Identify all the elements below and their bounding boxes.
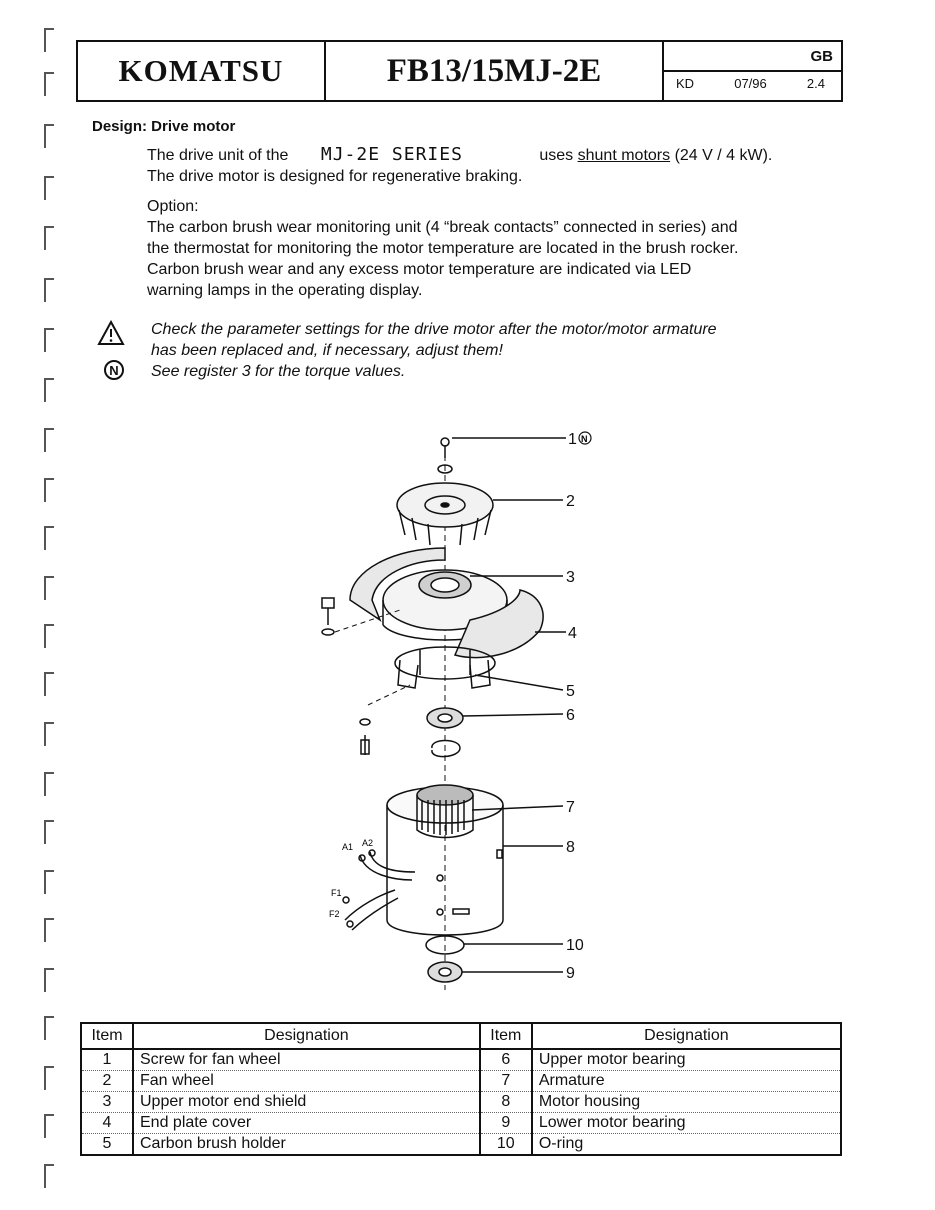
warning-line-1: Check the parameter settings for the drive motor after the motor/motor armature bbox=[151, 321, 717, 338]
lower-motor-bearing bbox=[428, 962, 462, 982]
callout-4: 4 bbox=[568, 625, 577, 642]
callout-9: 9 bbox=[566, 965, 575, 982]
designation-cell: Upper motor bearing bbox=[532, 1049, 841, 1071]
column-header-designation: Designation bbox=[133, 1023, 480, 1049]
item-number: 5 bbox=[81, 1134, 133, 1156]
designation-cell: End plate cover bbox=[133, 1113, 480, 1134]
designation-cell: Armature bbox=[532, 1071, 841, 1092]
item-number: 6 bbox=[480, 1049, 532, 1071]
item-number: 3 bbox=[81, 1092, 133, 1113]
series-name: MJ-2E SERIES bbox=[320, 144, 463, 165]
intro-line-2: The drive motor is designed for regenerative braking. bbox=[147, 168, 523, 185]
option-line: warning lamps in the operating display. bbox=[147, 282, 423, 299]
item-number: 7 bbox=[480, 1071, 532, 1092]
designation-cell: Carbon brush holder bbox=[133, 1134, 480, 1156]
column-header-item: Item bbox=[81, 1023, 133, 1049]
binder-mark bbox=[44, 1016, 54, 1040]
leader-line bbox=[475, 675, 563, 690]
table-row bbox=[81, 1113, 841, 1134]
language-code: GB bbox=[810, 48, 833, 65]
option-line: Carbon brush wear and any excess motor temperature are indicated via LED bbox=[147, 261, 692, 278]
side-screw-lower bbox=[360, 685, 410, 755]
callout-5: 5 bbox=[566, 683, 575, 700]
binder-mark bbox=[44, 1164, 54, 1188]
register-note: See register 3 for the torque values. bbox=[151, 363, 406, 380]
warning-line-2: has been replaced and, if necessary, adjust them! bbox=[151, 342, 503, 359]
designation-cell: Screw for fan wheel bbox=[133, 1049, 480, 1071]
shunt-motors-text: shunt motors bbox=[577, 147, 671, 164]
binder-mark bbox=[44, 1066, 54, 1090]
designation-cell: Motor housing bbox=[532, 1092, 841, 1113]
terminal-a2-label: A2 bbox=[362, 838, 374, 848]
designation-cell: Upper motor end shield bbox=[133, 1092, 480, 1113]
table-row bbox=[81, 1092, 841, 1113]
item-number: 10 bbox=[480, 1134, 532, 1156]
table-header-row bbox=[81, 1023, 841, 1049]
table-row bbox=[81, 1071, 841, 1092]
terminal-cables bbox=[343, 850, 415, 930]
item-number: 1 bbox=[81, 1049, 133, 1071]
circlip bbox=[432, 741, 460, 757]
note-n-icon: N bbox=[104, 360, 124, 380]
document-date: 07/96 bbox=[734, 76, 767, 91]
column-header-designation: Designation bbox=[532, 1023, 841, 1049]
option-label: Option: bbox=[147, 198, 199, 215]
callout-10: 10 bbox=[566, 937, 584, 954]
document-code: KD bbox=[676, 76, 695, 91]
terminal-f2-label: F2 bbox=[329, 909, 340, 919]
designation-cell: Lower motor bearing bbox=[532, 1113, 841, 1134]
intro-text: uses bbox=[539, 147, 574, 164]
item-number: 4 bbox=[81, 1113, 133, 1134]
table-row bbox=[81, 1134, 841, 1156]
upper-motor-bearing bbox=[427, 708, 463, 728]
callout-n-letter: N bbox=[581, 434, 588, 444]
column-header-item: Item bbox=[480, 1023, 532, 1049]
callout-6: 6 bbox=[566, 707, 575, 724]
intro-text: (24 V / 4 kW). bbox=[674, 147, 773, 164]
terminal-f1-label: F1 bbox=[331, 888, 342, 898]
model-title: FB13/15MJ-2E bbox=[326, 42, 664, 100]
item-number: 9 bbox=[480, 1113, 532, 1134]
callout-8: 8 bbox=[566, 839, 575, 856]
page-number: 2.4 bbox=[806, 76, 825, 91]
designation-cell: O-ring bbox=[532, 1134, 841, 1156]
callout-2: 2 bbox=[566, 493, 575, 510]
option-line: the thermostat for monitoring the motor temperature are located in the brush rocker. bbox=[147, 240, 739, 257]
section-title: Design: Drive motor bbox=[92, 118, 236, 135]
designation-cell: Fan wheel bbox=[133, 1071, 480, 1092]
intro-text: The drive unit of the bbox=[147, 147, 289, 164]
callout-3: 3 bbox=[566, 569, 575, 586]
callout-7: 7 bbox=[566, 799, 575, 816]
leader-line bbox=[463, 714, 563, 716]
table-row bbox=[81, 1049, 841, 1071]
callout-1: 1 bbox=[568, 431, 577, 448]
brand-logo: KOMATSU bbox=[78, 42, 326, 100]
terminal-a1-label: A1 bbox=[342, 842, 354, 852]
item-number: 8 bbox=[480, 1092, 532, 1113]
parts-table bbox=[80, 1022, 842, 1156]
item-number: 2 bbox=[81, 1071, 133, 1092]
binder-mark bbox=[44, 1114, 54, 1138]
option-line: The carbon brush wear monitoring unit (4 “break contacts” connected in series) and bbox=[147, 219, 738, 236]
